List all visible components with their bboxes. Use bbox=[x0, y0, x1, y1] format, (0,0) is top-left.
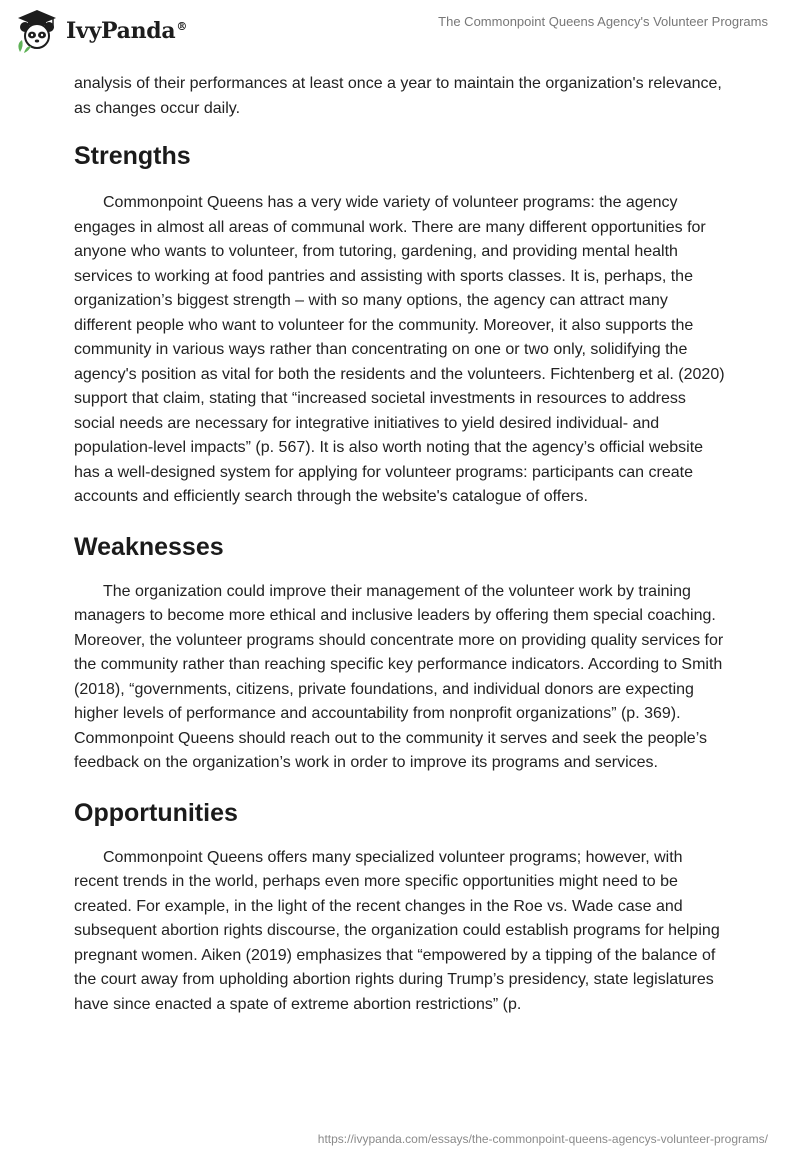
source-url[interactable]: https://ivypanda.com/essays/the-commonpoint-queens-agencys-volunteer-programs/ bbox=[317, 1132, 768, 1146]
opportunities-heading: Opportunities bbox=[74, 798, 238, 827]
document-title: The Commonpoint Queens Agency's Volunteer Programs bbox=[438, 14, 768, 29]
panda-graduate-icon bbox=[14, 8, 60, 54]
ivypanda-logo[interactable] bbox=[14, 8, 187, 54]
weaknesses-heading: Weaknesses bbox=[74, 532, 224, 561]
logo-wordmark: IvyPanda® bbox=[66, 18, 188, 44]
page-header bbox=[0, 0, 800, 60]
essay-content bbox=[74, 72, 726, 1017]
intro-paragraph: analysis of their performances at least once a year to maintain the organization's relevance, as changes occur daily. bbox=[74, 75, 722, 117]
weaknesses-paragraph: The organization could improve their management of the volunteer work by training managers to become more ethical and inclusive leaders by offering them special coaching. Moreover, the volunteer programs should concentrate more on providing quality services for the community rather than reaching specific key performance indicators. According to Smith (2018), “governments, citizens, private foundations, and individual donors are expecting higher levels of performance and accountability from nonprofit organizations” (p. 369). Commonpoint Queens should reach out to the community it serves and seek the people’s feedback on the organization’s work in order to improve its programs and services. bbox=[74, 582, 724, 771]
strengths-heading: Strengths bbox=[74, 142, 191, 170]
strengths-paragraph: Commonpoint Queens has a very wide variety of volunteer programs: the agency engages in almost all areas of communal work. There are many different opportunities for anyone who wants to volunteer, from tutoring, gardening, and providing mental health services to working at food pantries and assisting with sports classes. It is, perhaps, the organization’s biggest strength – with so many options, the agency can attract many different people who want to volunteer for the community. Moreover, it also supports the community in various ways rather than concentrating on one or two only, solidifying the agency's position as vital for both the residents and the volunteers. Fichtenberg et al. (2020) support that claim, stating that “increased societal investments in resources to address social needs are necessary for integrative initiatives to yield desired individual- and population-level impacts” (p. 567). It is also worth noting that the agency’s official website has a well-designed system for applying for volunteer programs: participants can create accounts and efficiently search through the website's catalogue of offers. bbox=[74, 194, 725, 505]
opportunities-paragraph: Commonpoint Queens offers many specialized volunteer programs; however, with recent trends in the world, perhaps even more specific opportunities might need to be created. For example, in the light of the recent changes in the Roe vs. Wade case and subsequent abortion rights discourse, the organization could establish programs for helping pregnant women. Aiken (2019) emphasizes that “empowered by a tipping of the balance of the court away from upholding abortion rights during Trump’s presidency, state legislatures have since enacted a spate of extreme abortion restrictions” (p. bbox=[74, 848, 720, 1013]
